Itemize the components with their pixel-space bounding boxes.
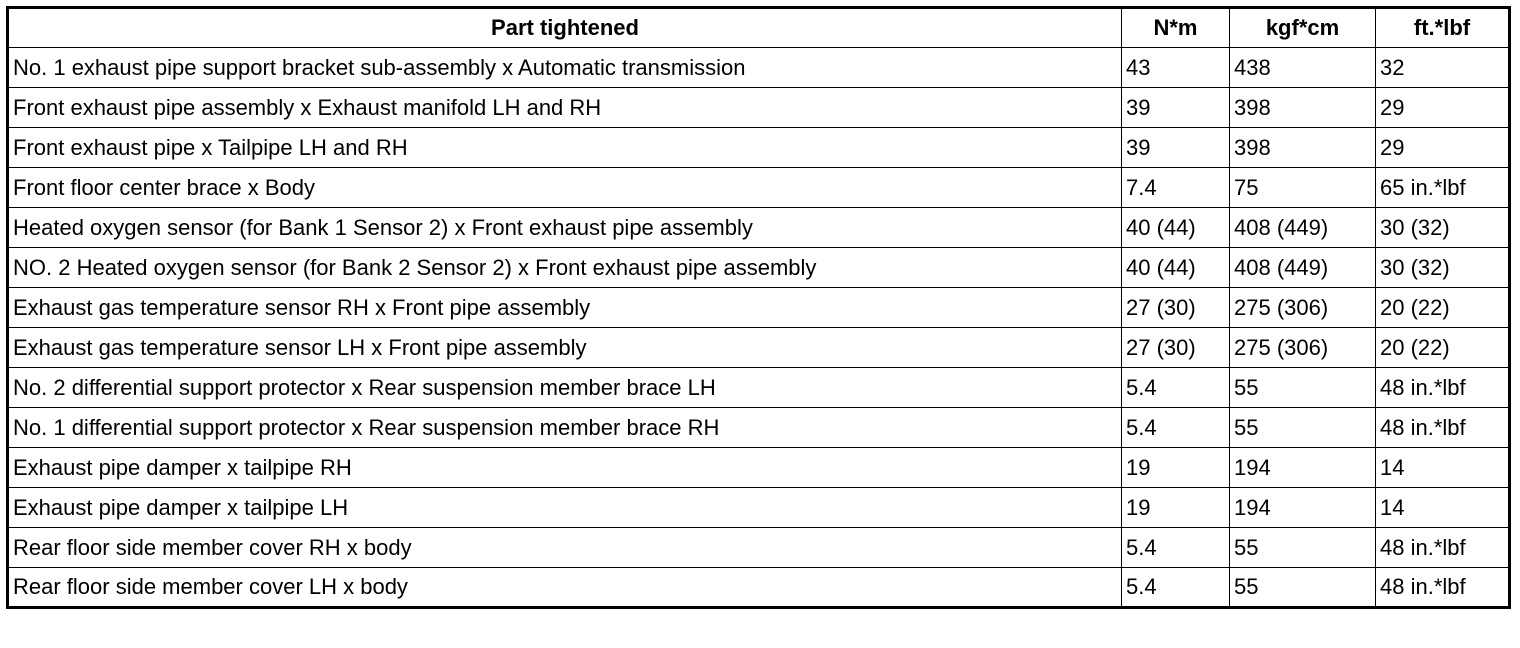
cell-kgfcm: 55 [1230, 408, 1376, 448]
header-part-tightened: Part tightened [8, 8, 1122, 48]
cell-kgfcm: 398 [1230, 88, 1376, 128]
cell-nm: 40 (44) [1122, 208, 1230, 248]
cell-nm: 40 (44) [1122, 248, 1230, 288]
cell-nm: 19 [1122, 448, 1230, 488]
cell-ftlbf: 29 [1376, 128, 1510, 168]
cell-kgfcm: 408 (449) [1230, 208, 1376, 248]
table-row [8, 128, 1510, 168]
cell-kgfcm: 275 (306) [1230, 328, 1376, 368]
cell-nm: 5.4 [1122, 408, 1230, 448]
cell-kgfcm: 55 [1230, 528, 1376, 568]
cell-kgfcm: 194 [1230, 448, 1376, 488]
cell-part: No. 2 differential support protector x Rear suspension member brace LH [8, 368, 1122, 408]
table-row [8, 568, 1510, 608]
cell-kgfcm: 75 [1230, 168, 1376, 208]
cell-ftlbf: 48 in.*lbf [1376, 368, 1510, 408]
cell-kgfcm: 55 [1230, 568, 1376, 608]
table-row [8, 88, 1510, 128]
cell-part: Exhaust gas temperature sensor RH x Front pipe assembly [8, 288, 1122, 328]
cell-part: No. 1 differential support protector x Rear suspension member brace RH [8, 408, 1122, 448]
cell-kgfcm: 408 (449) [1230, 248, 1376, 288]
cell-kgfcm: 194 [1230, 488, 1376, 528]
cell-nm: 5.4 [1122, 528, 1230, 568]
cell-ftlbf: 14 [1376, 448, 1510, 488]
cell-part: Front floor center brace x Body [8, 168, 1122, 208]
cell-part: Exhaust pipe damper x tailpipe LH [8, 488, 1122, 528]
table-row [8, 288, 1510, 328]
table-row [8, 48, 1510, 88]
header-ftlbf: ft.*lbf [1376, 8, 1510, 48]
cell-nm: 5.4 [1122, 368, 1230, 408]
table-row [8, 168, 1510, 208]
cell-nm: 39 [1122, 88, 1230, 128]
cell-kgfcm: 398 [1230, 128, 1376, 168]
table-row [8, 328, 1510, 368]
cell-nm: 43 [1122, 48, 1230, 88]
torque-specification-table [6, 6, 1511, 609]
cell-ftlbf: 32 [1376, 48, 1510, 88]
cell-ftlbf: 48 in.*lbf [1376, 568, 1510, 608]
cell-part: Front exhaust pipe x Tailpipe LH and RH [8, 128, 1122, 168]
table-row [8, 408, 1510, 448]
cell-nm: 27 (30) [1122, 288, 1230, 328]
cell-ftlbf: 29 [1376, 88, 1510, 128]
cell-part: Heated oxygen sensor (for Bank 1 Sensor 2) x Front exhaust pipe assembly [8, 208, 1122, 248]
table-row [8, 208, 1510, 248]
cell-kgfcm: 438 [1230, 48, 1376, 88]
cell-nm: 5.4 [1122, 568, 1230, 608]
table-row [8, 248, 1510, 288]
cell-ftlbf: 20 (22) [1376, 288, 1510, 328]
cell-nm: 7.4 [1122, 168, 1230, 208]
cell-part: Front exhaust pipe assembly x Exhaust manifold LH and RH [8, 88, 1122, 128]
cell-part: No. 1 exhaust pipe support bracket sub-assembly x Automatic transmission [8, 48, 1122, 88]
table-row [8, 448, 1510, 488]
cell-ftlbf: 65 in.*lbf [1376, 168, 1510, 208]
header-nm: N*m [1122, 8, 1230, 48]
cell-part: Exhaust pipe damper x tailpipe RH [8, 448, 1122, 488]
cell-ftlbf: 48 in.*lbf [1376, 528, 1510, 568]
header-kgfcm: kgf*cm [1230, 8, 1376, 48]
cell-part: Exhaust gas temperature sensor LH x Front pipe assembly [8, 328, 1122, 368]
cell-nm: 27 (30) [1122, 328, 1230, 368]
cell-part: Rear floor side member cover RH x body [8, 528, 1122, 568]
cell-kgfcm: 55 [1230, 368, 1376, 408]
cell-part: Rear floor side member cover LH x body [8, 568, 1122, 608]
table-row [8, 488, 1510, 528]
table-row [8, 528, 1510, 568]
cell-ftlbf: 14 [1376, 488, 1510, 528]
cell-ftlbf: 48 in.*lbf [1376, 408, 1510, 448]
cell-ftlbf: 20 (22) [1376, 328, 1510, 368]
cell-kgfcm: 275 (306) [1230, 288, 1376, 328]
header-row [8, 8, 1510, 48]
cell-nm: 39 [1122, 128, 1230, 168]
cell-part: NO. 2 Heated oxygen sensor (for Bank 2 Sensor 2) x Front exhaust pipe assembly [8, 248, 1122, 288]
table-row [8, 368, 1510, 408]
cell-ftlbf: 30 (32) [1376, 248, 1510, 288]
cell-nm: 19 [1122, 488, 1230, 528]
cell-ftlbf: 30 (32) [1376, 208, 1510, 248]
